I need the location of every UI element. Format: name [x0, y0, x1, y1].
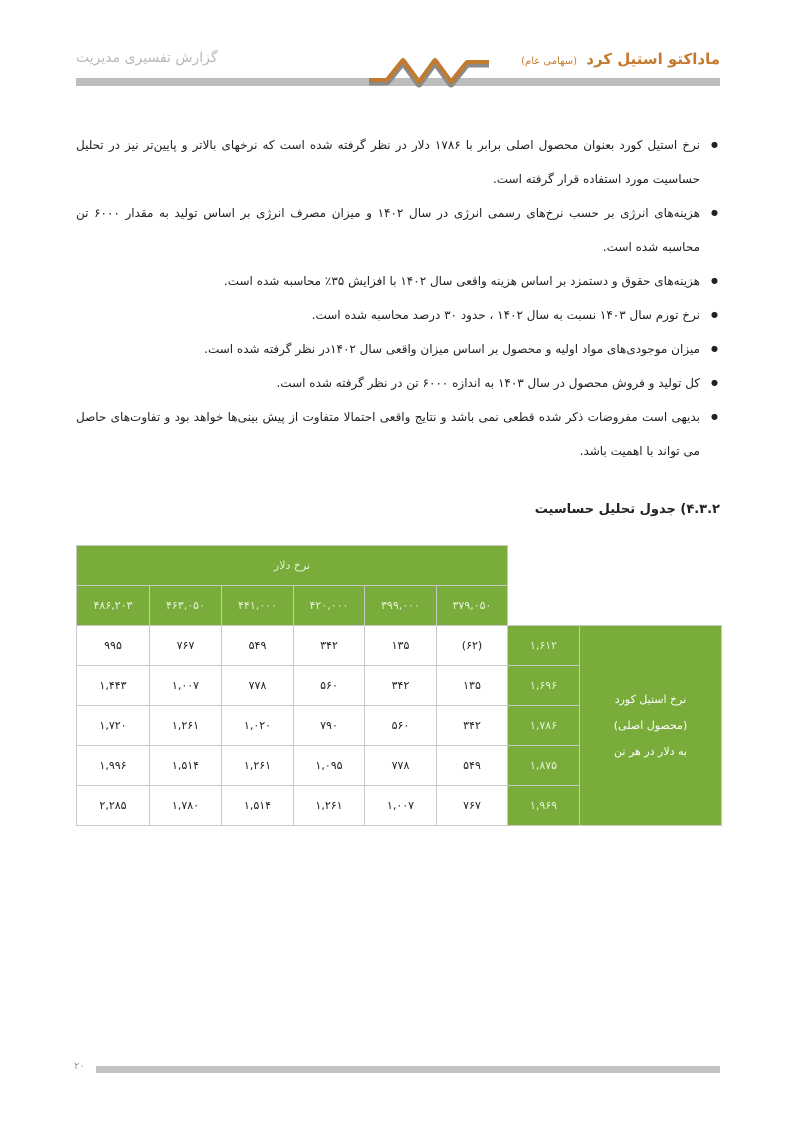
- list-item: ● کل تولید و فروش محصول در سال ۱۴۰۳ به اندازه ۶۰۰۰ تن در نظر گرفته شده است.: [76, 366, 720, 400]
- dollar-rate: ۴۲۰,۰۰۰: [294, 586, 365, 626]
- page-header: [76, 44, 720, 94]
- steel-price: ۱,۶۹۶: [508, 666, 580, 706]
- steel-price: ۱,۸۷۵: [508, 746, 580, 786]
- company-name: [521, 50, 720, 68]
- list-item: ● هزینه‌های حقوق و دستمزد بر اساس هزینه واقعی سال ۱۴۰۲ با افزایش ۳۵٪ محاسبه شده است.: [76, 264, 720, 298]
- table-cell: ۱,۰۰۷: [365, 786, 437, 826]
- list-item: ● میزان موجودی‌های مواد اولیه و محصول بر اساس میزان واقعی سال ۱۴۰۲در نظر گرفته شده است.: [76, 332, 720, 366]
- row-label-line: نرخ استیل کورد: [614, 692, 687, 706]
- table-cell: ۵۴۹: [222, 626, 294, 666]
- table-cell: ۱,۲۶۱: [150, 706, 222, 746]
- table-cell: ۱,۴۴۳: [77, 666, 150, 706]
- section-heading: ۴.۳.۲) جدول تحلیل حساسیت: [534, 502, 720, 517]
- table-cell: ۵۶۰: [294, 666, 365, 706]
- dollar-rate: ۳۹۹,۰۰۰: [365, 586, 437, 626]
- report-title: گزارش تفسیری مدیریت: [76, 50, 218, 66]
- table-header-row: [77, 546, 722, 586]
- list-item: ● بدیهی است مفروضات ذکر شده قطعی نمی باشد و نتایج واقعی احتمالا متفاوت از پیش بینی‌ها خواهد بود و تفاوت‌های حاصل می تواند با اهمیت باشد.: [76, 400, 720, 468]
- assumptions-section: [76, 128, 720, 468]
- steel-price: ۱,۹۶۹: [508, 786, 580, 826]
- list-item: ● نرخ استیل کورد بعنوان محصول اصلی برابر با ۱۷۸۶ دلار در نظر گرفته شده است که نرخهای بالاتر و پایین‌تر نیز در تحلیل حساسیت مورد استفاده قرار گرفته است.: [76, 128, 720, 196]
- table-cell: ۲,۲۸۵: [77, 786, 150, 826]
- table-cell: ۳۴۲: [365, 666, 437, 706]
- table-cell: ۱,۷۸۰: [150, 786, 222, 826]
- table-cell: ۷۷۸: [365, 746, 437, 786]
- table-row: [77, 626, 722, 666]
- table-cell: ۱,۷۲۰: [77, 706, 150, 746]
- company-name-text: ماداکتو استیل کرد: [586, 50, 720, 68]
- dollar-rate: ۳۷۹,۰۵۰: [437, 586, 508, 626]
- row-label-line: (محصول اصلی): [613, 718, 688, 732]
- table-cell: ۱,۲۶۱: [222, 746, 294, 786]
- sensitivity-table: [76, 545, 722, 826]
- row-label-line: به دلار در هر تن: [614, 744, 687, 758]
- steel-price: ۱,۷۸۶: [508, 706, 580, 746]
- company-type: (سهامی عام): [521, 56, 578, 67]
- dollar-rate: ۴۴۱,۰۰۰: [222, 586, 294, 626]
- company-logo-icon: [369, 54, 489, 96]
- table-cell: ۵۴۹: [437, 746, 508, 786]
- table-cell: ۹۹۵: [77, 626, 150, 666]
- dollar-rate: ۴۶۳,۰۵۰: [150, 586, 222, 626]
- dollar-rate: ۴۸۶,۲۰۳: [77, 586, 150, 626]
- list-item: ● نرخ تورم سال ۱۴۰۳ نسبت به سال ۱۴۰۲ ، حدود ۳۰ درصد محاسبه شده است.: [76, 298, 720, 332]
- table-cell: ۱,۹۹۶: [77, 746, 150, 786]
- table-cell: ۵۶۰: [365, 706, 437, 746]
- table-cell: ۷۶۷: [437, 786, 508, 826]
- table-cell: (۶۲): [437, 626, 508, 666]
- page-number: ۲۰: [74, 1061, 85, 1072]
- table-cell: ۷۶۷: [150, 626, 222, 666]
- list-item: ● هزینه‌های انرژی بر حسب نرخ‌های رسمی انرژی در سال ۱۴۰۲ و میزان مصرف انرژی بر اساس تولید به مقدار ۶۰۰۰ تن محاسبه شده است.: [76, 196, 720, 264]
- table-cell: ۱,۰۲۰: [222, 706, 294, 746]
- dollar-rate-header: نرخ دلار: [77, 546, 508, 586]
- table-cell: ۱,۵۱۴: [150, 746, 222, 786]
- table-cell: ۳۴۲: [437, 706, 508, 746]
- table-cell: ۱۳۵: [437, 666, 508, 706]
- steel-price: ۱,۶۱۲: [508, 626, 580, 666]
- table-cell: ۷۹۰: [294, 706, 365, 746]
- table-cell: ۷۷۸: [222, 666, 294, 706]
- row-label: [580, 626, 722, 826]
- table-corner: [508, 546, 722, 626]
- table-cell: ۱,۲۶۱: [294, 786, 365, 826]
- table-cell: ۱,۰۰۷: [150, 666, 222, 706]
- assumptions-list: [76, 128, 720, 468]
- table-cell: ۱,۵۱۴: [222, 786, 294, 826]
- table-cell: ۱,۰۹۵: [294, 746, 365, 786]
- footer-divider: [96, 1066, 720, 1073]
- table-cell: ۳۴۲: [294, 626, 365, 666]
- table-cell: ۱۳۵: [365, 626, 437, 666]
